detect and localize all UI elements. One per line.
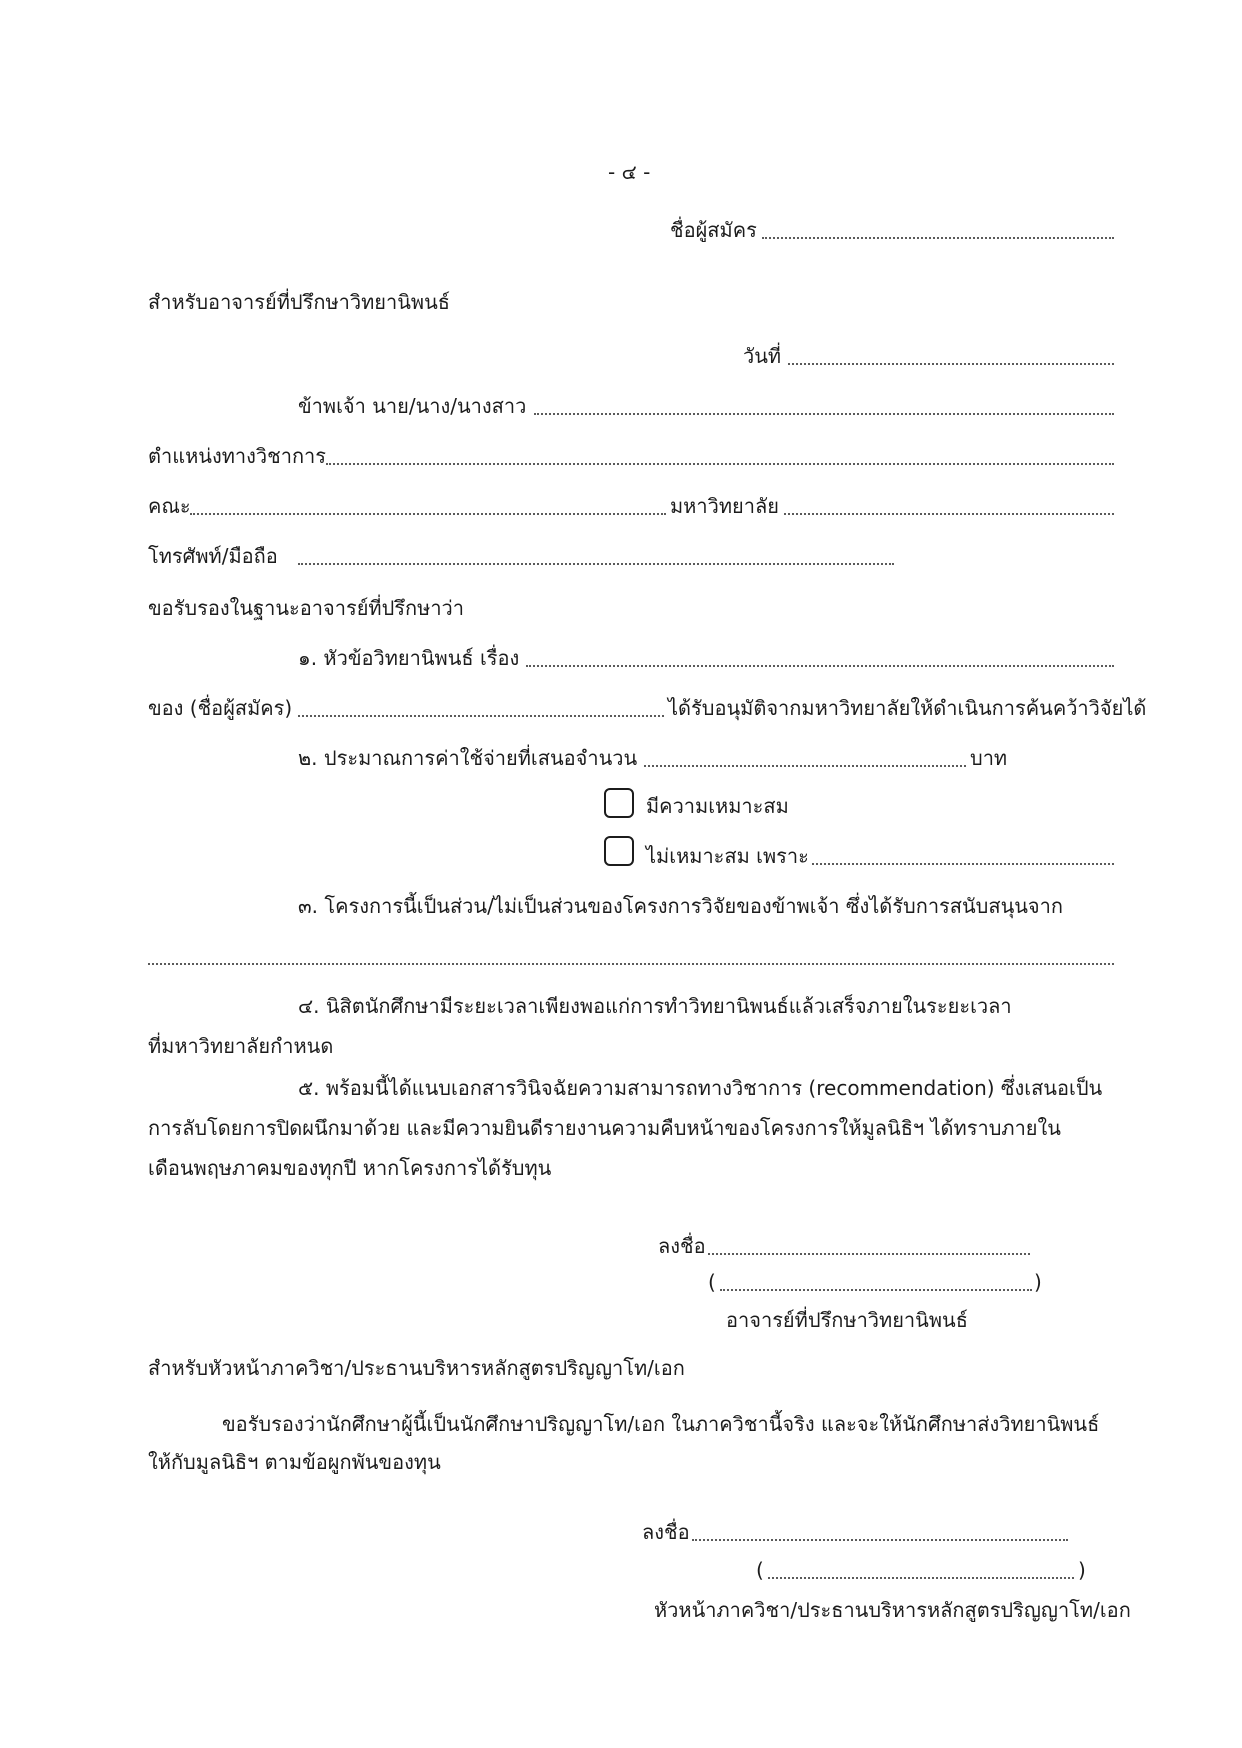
head-signature-field[interactable] bbox=[692, 1539, 1068, 1541]
page-number: - ๔ - bbox=[608, 160, 651, 184]
head-signer-title: หัวหน้าภาควิชา/ประธานบริหารหลักสูตรปริญญาโท/เอก bbox=[654, 1598, 1131, 1622]
certify-text: ขอรับรองในฐานะอาจารย์ที่ปรึกษาว่า bbox=[148, 596, 465, 620]
head-text-line2: ให้กับมูลนิธิฯ ตามข้อผูกพันของทุน bbox=[148, 1450, 441, 1474]
advisor-section-heading: สำหรับอาจารย์ที่ปรึกษาวิทยานิพนธ์ bbox=[148, 290, 450, 314]
head-paren-close: ) bbox=[1078, 1558, 1086, 1582]
item4-line2: ที่มหาวิทยาลัยกำหนด bbox=[148, 1034, 334, 1058]
faculty-label: คณะ bbox=[148, 494, 191, 518]
advisor-signature-field[interactable] bbox=[708, 1253, 1030, 1255]
head-text-line1: ขอรับรองว่านักศึกษาผู้นี้เป็นนักศึกษาปริญญาโท/เอก ในภาควิชานี้จริง และจะให้นักศึกษาส่งวิทยานิพนธ์ bbox=[222, 1412, 1100, 1436]
head-printed-name-field[interactable] bbox=[768, 1577, 1074, 1579]
item5-line1: ๕. พร้อมนี้ได้แนบเอกสารวินิจฉัยความสามารถทางวิชาการ (recommendation) ซึ่งเสนอเป็น bbox=[298, 1076, 1103, 1100]
phone-label: โทรศัพท์/มือถือ bbox=[148, 544, 278, 568]
date-label: วันที่ bbox=[743, 344, 782, 368]
item5-line2: การลับโดยการปิดผนึกมาด้วย และมีความยินดีรายงานความคืบหน้าของโครงการให้มูลนิธิฯ ได้ทราบภายใน bbox=[148, 1116, 1061, 1140]
advisor-sign-label: ลงชื่อ bbox=[658, 1234, 706, 1258]
thesis-title-field[interactable] bbox=[526, 665, 1114, 667]
option-appropriate-label: มีความเหมาะสม bbox=[646, 794, 789, 818]
university-label: มหาวิทยาลัย bbox=[670, 494, 779, 518]
advisor-paren-open: ( bbox=[708, 1270, 716, 1294]
advisor-name-label: ข้าพเจ้า นาย/นาง/นางสาว bbox=[298, 394, 527, 418]
option-inappropriate-label: ไม่เหมาะสม เพราะ bbox=[646, 844, 809, 868]
faculty-field[interactable] bbox=[190, 513, 666, 515]
item3-text: ๓. โครงการนี้เป็นส่วน/ไม่เป็นส่วนของโครงการวิจัยของข้าพเจ้า ซึ่งได้รับการสนับสนุนจาก bbox=[298, 894, 1063, 918]
advisor-signer-title: อาจารย์ที่ปรึกษาวิทยานิพนธ์ bbox=[726, 1308, 968, 1332]
academic-position-field[interactable] bbox=[326, 463, 1114, 465]
item5-line3: เดือนพฤษภาคมของทุกปี หากโครงการได้รับทุน bbox=[148, 1156, 552, 1180]
phone-field[interactable] bbox=[298, 563, 894, 565]
item1-label: ๑. หัวข้อวิทยานิพนธ์ เรื่อง bbox=[298, 646, 520, 670]
academic-position-label: ตำแหน่งทางวิชาการ bbox=[148, 444, 327, 468]
head-paren-open: ( bbox=[756, 1558, 764, 1582]
item4-line1: ๔. นิสิตนักศึกษามีระยะเวลาเพียงพอแก่การทำวิทยานิพนธ์แล้วเสร็จภายในระยะเวลา bbox=[298, 994, 1012, 1018]
advisor-printed-name-field[interactable] bbox=[720, 1289, 1032, 1291]
appropriate-checkbox[interactable] bbox=[604, 788, 634, 818]
item1-approved-text: ได้รับอนุมัติจากมหาวิทยาลัยให้ดำเนินการค้นคว้าวิจัยได้ bbox=[668, 696, 1147, 720]
budget-field[interactable] bbox=[644, 765, 966, 767]
university-field[interactable] bbox=[784, 513, 1114, 515]
item1-applicant-field[interactable] bbox=[298, 715, 664, 717]
advisor-paren-close: ) bbox=[1034, 1270, 1042, 1294]
inappropriate-checkbox[interactable] bbox=[604, 836, 634, 866]
applicant-name-field[interactable] bbox=[762, 237, 1114, 239]
inappropriate-reason-field[interactable] bbox=[812, 863, 1114, 865]
item2-unit: บาท bbox=[970, 746, 1008, 770]
head-section-heading: สำหรับหัวหน้าภาควิชา/ประธานบริหารหลักสูตรปริญญาโท/เอก bbox=[148, 1356, 685, 1380]
head-sign-label: ลงชื่อ bbox=[642, 1520, 690, 1544]
funding-source-field[interactable] bbox=[148, 963, 1114, 965]
item1-of-label: ของ (ชื่อผู้สมัคร) bbox=[148, 696, 293, 720]
date-field[interactable] bbox=[788, 363, 1114, 365]
advisor-name-field[interactable] bbox=[534, 413, 1114, 415]
item2-label: ๒. ประมาณการค่าใช้จ่ายที่เสนอจำนวน bbox=[298, 746, 638, 770]
applicant-name-label: ชื่อผู้สมัคร bbox=[670, 218, 757, 242]
